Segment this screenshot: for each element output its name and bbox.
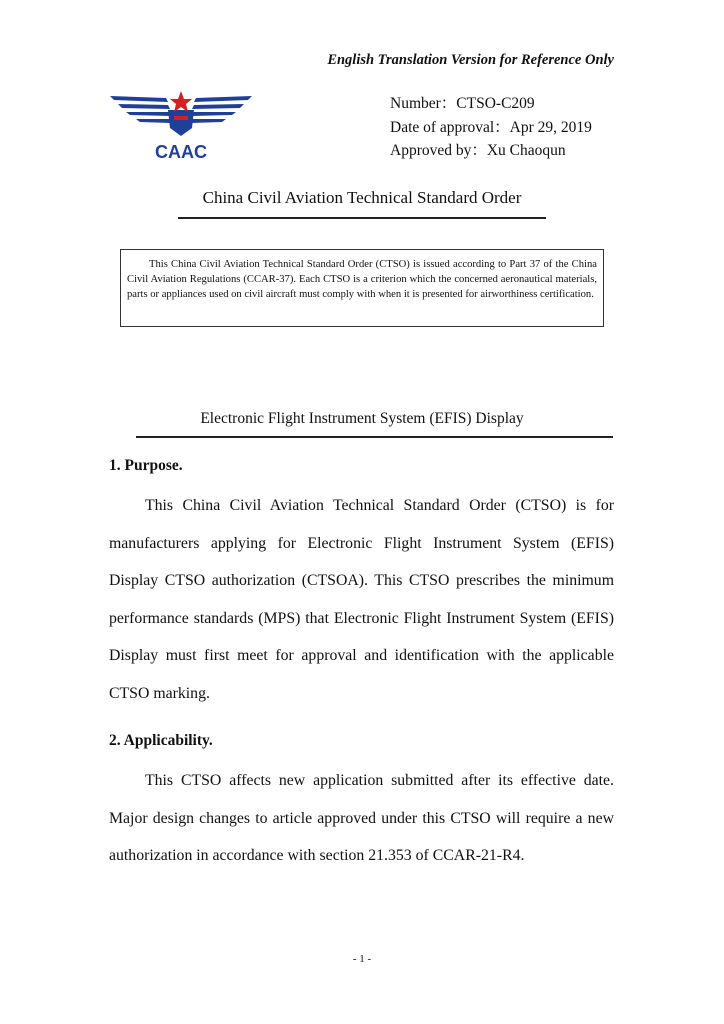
section-heading-purpose: 1. Purpose. xyxy=(109,457,183,474)
notice-text: This China Civil Aviation Technical Standard Order (CTSO) is issued according to Part 37 of the China Civil Aviation Regulations (CCAR-37). Each CTSO is a criterion which the concerned aeronautical materials, parts or appliances used on civil aircraft must comply with when it is presented for airworthiness certification. xyxy=(127,259,597,300)
document-title-wrap xyxy=(0,188,724,208)
section-heading-applicability: 2. Applicability. xyxy=(109,732,213,749)
document-meta xyxy=(390,92,592,163)
document-number: Number：CTSO-C209 xyxy=(390,95,535,112)
document-title: China Civil Aviation Technical Standard Order xyxy=(202,188,522,207)
approval-date: Date of approval：Apr 29, 2019 xyxy=(390,118,592,136)
applicability-paragraph: This CTSO affects new application submitted after its effective date. Major design changes to article approved under this CTSO will require a new authorization in accordance with section 21.353 of CCAR-21-R4. xyxy=(109,772,614,865)
notice-box xyxy=(120,249,604,327)
purpose-paragraph: This China Civil Aviation Technical Standard Order (CTSO) is for manufacturers applying for Electronic Flight Instrument System (EFIS) Display CTSO authorization (CTSOA). This CTSO prescribes the minimum performance standards (MPS) that Electronic Flight Instrument System (EFIS) Display must first meet for approval and identification with the applicable CTSO marking. xyxy=(109,497,614,702)
subject-title: Electronic Flight Instrument System (EFIS) Display xyxy=(200,410,524,427)
logo-text: CAAC xyxy=(155,142,207,162)
approved-by: Approved by：Xu Chaoqun xyxy=(390,142,566,159)
translation-note: English Translation Version for Reference Only xyxy=(327,52,614,68)
title-divider xyxy=(178,217,546,219)
section-body-purpose xyxy=(109,487,614,713)
caac-logo xyxy=(108,88,254,162)
page-number: - 1 - xyxy=(352,953,372,965)
section-body-applicability xyxy=(109,762,614,875)
subject-wrap xyxy=(0,410,724,428)
star-icon xyxy=(170,91,192,112)
subject-divider xyxy=(136,436,613,438)
